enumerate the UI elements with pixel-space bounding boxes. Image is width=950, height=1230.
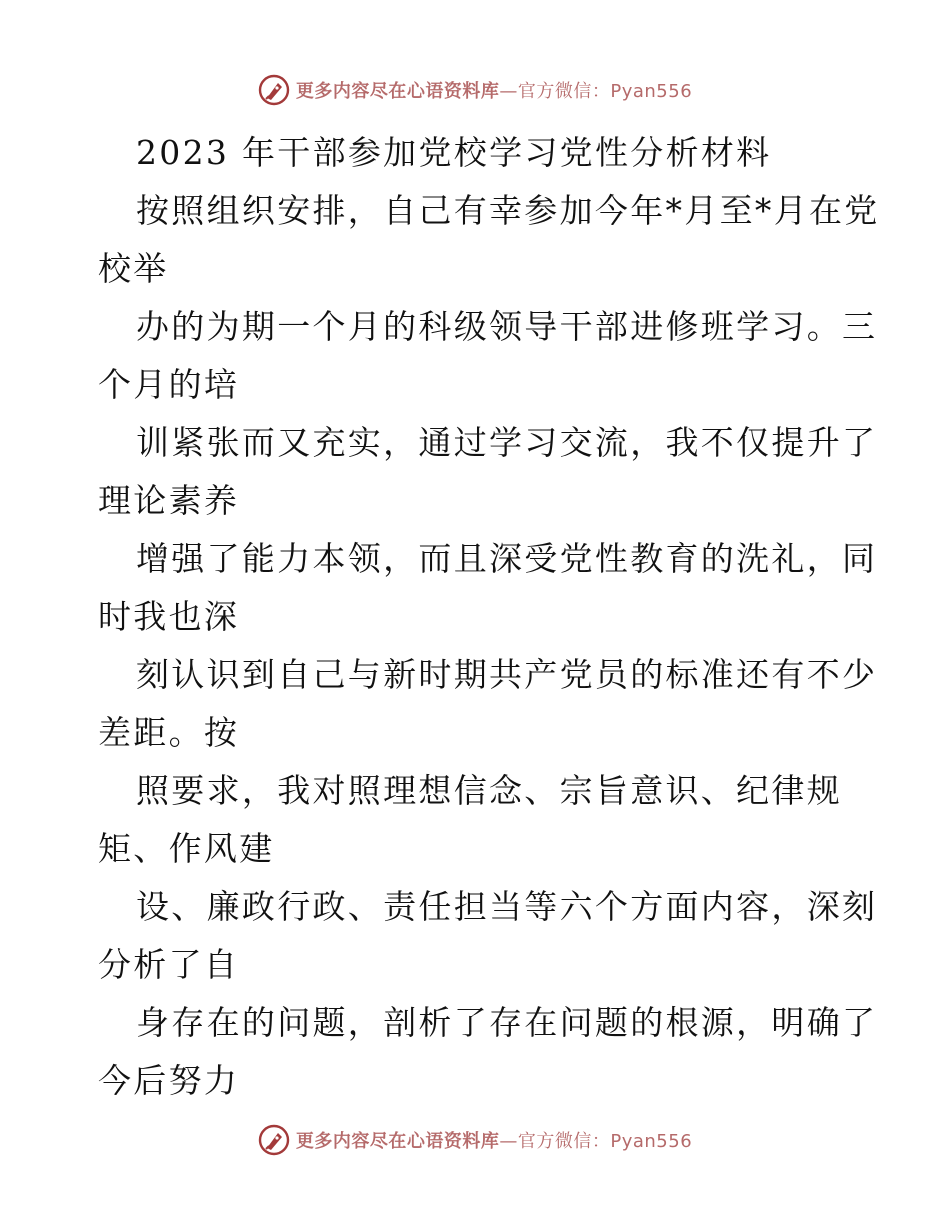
watermark-dash: —	[499, 1131, 518, 1152]
text-line: 刻认识到自己与新时期共产党员的标准还有不少	[136, 655, 878, 694]
text-line: 身存在的问题，剖析了存在问题的根源，明确了	[136, 1003, 878, 1042]
footer-watermark	[0, 1122, 950, 1158]
text-line: 按照组织安排，自己有幸参加今年*月至*月在党	[136, 191, 880, 230]
text-line: 今后努力	[98, 1061, 240, 1100]
watermark-main-text: 更多内容尽在心语资料库	[295, 1131, 500, 1152]
text-line: 校举	[98, 249, 169, 288]
text-line: 差距。按	[98, 713, 240, 752]
watermark-main-text: 更多内容尽在心语资料库	[295, 81, 500, 102]
pen-nib-logo-icon	[258, 1124, 290, 1156]
text-line: 理论素养	[98, 481, 240, 520]
text-line: 设、廉政行政、责任担当等六个方面内容，深刻	[136, 887, 878, 926]
text-line: 时我也深	[98, 597, 240, 636]
text-line: 个月的培	[98, 365, 240, 404]
text-line: 分析了自	[98, 945, 240, 984]
header-watermark	[0, 72, 950, 108]
watermark-suffix-text: 官方微信：Pyan556	[517, 81, 693, 102]
document-title: 2023 年干部参加党校学习党性分析材料	[136, 133, 772, 172]
pen-nib-logo-icon	[258, 74, 290, 106]
text-line: 训紧张而又充实，通过学习交流，我不仅提升了	[136, 423, 878, 462]
text-line: 矩、作风建	[98, 829, 275, 868]
watermark-suffix-text: 官方微信：Pyan556	[517, 1131, 693, 1152]
text-line: 增强了能力本领，而且深受党性教育的洗礼，同	[136, 539, 878, 578]
text-line: 照要求，我对照理想信念、宗旨意识、纪律规	[136, 771, 842, 810]
text-line: 办的为期一个月的科级领导干部进修班学习。三	[136, 307, 878, 346]
watermark-dash: —	[499, 81, 518, 102]
document-body	[98, 124, 880, 1110]
